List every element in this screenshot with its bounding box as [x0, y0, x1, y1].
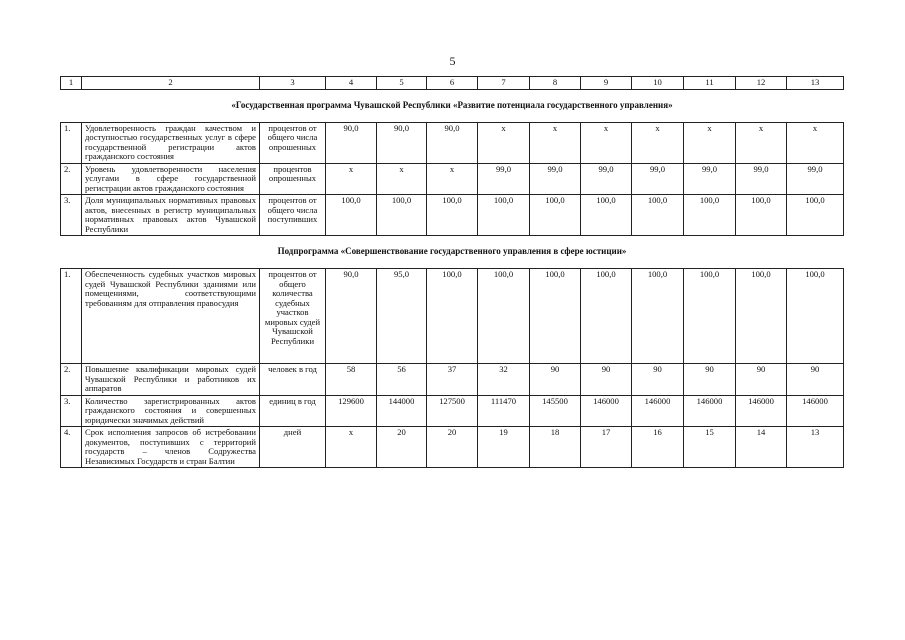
- column-number: 7: [478, 77, 530, 90]
- indicator-value: 90,0: [326, 122, 377, 163]
- indicator-value: 99,0: [736, 163, 787, 195]
- indicator-name: Доля муниципальных нормативных правовых актов, внесенных в регистр муниципальных нормативных правовых актов Чувашской Республики: [82, 195, 260, 236]
- indicator-value: x: [478, 122, 530, 163]
- page-number: 5: [449, 54, 456, 68]
- indicator-value: 17: [581, 427, 632, 468]
- indicator-value: 90: [684, 364, 736, 396]
- indicator-value: 100,0: [787, 195, 844, 236]
- column-number: 5: [377, 77, 427, 90]
- indicator-value: x: [326, 163, 377, 195]
- section-title-row: [61, 236, 844, 269]
- indicator-value: 100,0: [684, 195, 736, 236]
- indicator-value: 99,0: [632, 163, 684, 195]
- column-number: 3: [260, 77, 326, 90]
- indicator-value: 100,0: [377, 195, 427, 236]
- indicator-value: 90: [736, 364, 787, 396]
- indicator-value: 100,0: [736, 269, 787, 364]
- indicator-value: 146000: [632, 395, 684, 427]
- indicator-value: x: [530, 122, 581, 163]
- column-number: 4: [326, 77, 377, 90]
- column-number: 13: [787, 77, 844, 90]
- column-number: 10: [632, 77, 684, 90]
- indicator-value: 100,0: [478, 269, 530, 364]
- indicator-value: 19: [478, 427, 530, 468]
- unit-of-measure: процентов от общего числа поступивших: [260, 195, 326, 236]
- row-number: 3.: [61, 195, 82, 236]
- indicator-value: 129600: [326, 395, 377, 427]
- indicator-value: x: [427, 163, 478, 195]
- column-number-row: [61, 77, 844, 90]
- indicator-row: [61, 427, 844, 468]
- indicator-value: 99,0: [581, 163, 632, 195]
- row-number: 3.: [61, 395, 82, 427]
- indicator-value: 99,0: [787, 163, 844, 195]
- indicator-value: 100,0: [427, 195, 478, 236]
- indicator-row: [61, 269, 844, 364]
- row-number: 2.: [61, 364, 82, 396]
- column-number: 11: [684, 77, 736, 90]
- indicator-value: 100,0: [427, 269, 478, 364]
- column-number: 1: [61, 77, 82, 90]
- row-number: 1.: [61, 269, 82, 364]
- indicator-row: [61, 395, 844, 427]
- indicators-table: [60, 76, 844, 468]
- indicator-value: 90,0: [326, 269, 377, 364]
- indicator-value: 100,0: [478, 195, 530, 236]
- unit-of-measure: процентов опрошенных: [260, 163, 326, 195]
- indicator-value: 146000: [736, 395, 787, 427]
- indicator-value: 100,0: [787, 269, 844, 364]
- indicator-value: 90: [787, 364, 844, 396]
- indicator-value: 16: [632, 427, 684, 468]
- indicator-value: 32: [478, 364, 530, 396]
- indicator-value: 127500: [427, 395, 478, 427]
- indicator-value: 90: [632, 364, 684, 396]
- indicator-value: 100,0: [632, 269, 684, 364]
- column-number: 9: [581, 77, 632, 90]
- indicator-value: 20: [377, 427, 427, 468]
- row-number: 1.: [61, 122, 82, 163]
- indicator-value: 90: [581, 364, 632, 396]
- indicator-value: 145500: [530, 395, 581, 427]
- indicator-value: 100,0: [530, 195, 581, 236]
- indicator-value: 144000: [377, 395, 427, 427]
- unit-of-measure: единиц в год: [260, 395, 326, 427]
- indicator-value: 99,0: [530, 163, 581, 195]
- indicator-value: 56: [377, 364, 427, 396]
- indicator-value: 90,0: [427, 122, 478, 163]
- indicator-name: Количество зарегистрированных актов гражданского состояния и совершенных юридически значимых действий: [82, 395, 260, 427]
- indicator-value: 95,0: [377, 269, 427, 364]
- indicator-value: x: [787, 122, 844, 163]
- column-number: 2: [82, 77, 260, 90]
- indicator-value: x: [581, 122, 632, 163]
- indicator-row: [61, 364, 844, 396]
- indicator-value: 13: [787, 427, 844, 468]
- row-number: 2.: [61, 163, 82, 195]
- indicator-value: 14: [736, 427, 787, 468]
- indicator-value: 18: [530, 427, 581, 468]
- indicator-value: x: [632, 122, 684, 163]
- column-number: 12: [736, 77, 787, 90]
- indicator-name: Удовлетворенность граждан качеством и доступностью государственных услуг в сфере государственной регистрации актов гражданского состояния: [82, 122, 260, 163]
- indicator-row: [61, 122, 844, 163]
- unit-of-measure: процентов от общего числа опрошенных: [260, 122, 326, 163]
- indicator-row: [61, 195, 844, 236]
- indicator-value: 99,0: [478, 163, 530, 195]
- indicator-value: 100,0: [326, 195, 377, 236]
- indicator-value: x: [326, 427, 377, 468]
- indicator-value: x: [684, 122, 736, 163]
- column-number: 8: [530, 77, 581, 90]
- indicator-value: 100,0: [530, 269, 581, 364]
- indicator-row: [61, 163, 844, 195]
- indicator-value: 146000: [684, 395, 736, 427]
- indicator-value: 15: [684, 427, 736, 468]
- indicator-name: Срок исполнения запросов об истребовании документов, поступивших с территорий государств – членов Содружества Независимых Государств и стран Балтии: [82, 427, 260, 468]
- indicator-value: 90,0: [377, 122, 427, 163]
- indicator-value: 100,0: [736, 195, 787, 236]
- unit-of-measure: дней: [260, 427, 326, 468]
- indicator-value: x: [377, 163, 427, 195]
- table-body: [61, 77, 844, 468]
- indicator-value: 100,0: [684, 269, 736, 364]
- indicator-value: x: [736, 122, 787, 163]
- indicator-value: 37: [427, 364, 478, 396]
- unit-of-measure: процентов от общего количества судебных участков мировых судей Чувашской Республики: [260, 269, 326, 364]
- section-title-row: [61, 89, 844, 122]
- indicator-value: 146000: [787, 395, 844, 427]
- indicator-value: 146000: [581, 395, 632, 427]
- indicator-value: 111470: [478, 395, 530, 427]
- indicator-value: 100,0: [632, 195, 684, 236]
- section-title: «Государственная программа Чувашской Республики «Развитие потенциала государственного управления»: [61, 89, 844, 122]
- indicator-name: Уровень удовлетворенности населения услугами в сфере государственной регистрации актов гражданского состояния: [82, 163, 260, 195]
- indicator-name: Повышение квалификации мировых судей Чувашской Республики и работников их аппаратов: [82, 364, 260, 396]
- indicator-value: 58: [326, 364, 377, 396]
- indicator-name: Обеспеченность судебных участков мировых судей Чувашской Республики зданиями или помещениями, соответствующими требованиям для отправления правосудия: [82, 269, 260, 364]
- section-title: Подпрограмма «Совершенствование государственного управления в сфере юстиции»: [61, 236, 844, 269]
- indicator-value: 100,0: [581, 195, 632, 236]
- unit-of-measure: человек в год: [260, 364, 326, 396]
- indicator-value: 100,0: [581, 269, 632, 364]
- indicator-value: 20: [427, 427, 478, 468]
- row-number: 4.: [61, 427, 82, 468]
- indicator-value: 90: [530, 364, 581, 396]
- indicator-value: 99,0: [684, 163, 736, 195]
- column-number: 6: [427, 77, 478, 90]
